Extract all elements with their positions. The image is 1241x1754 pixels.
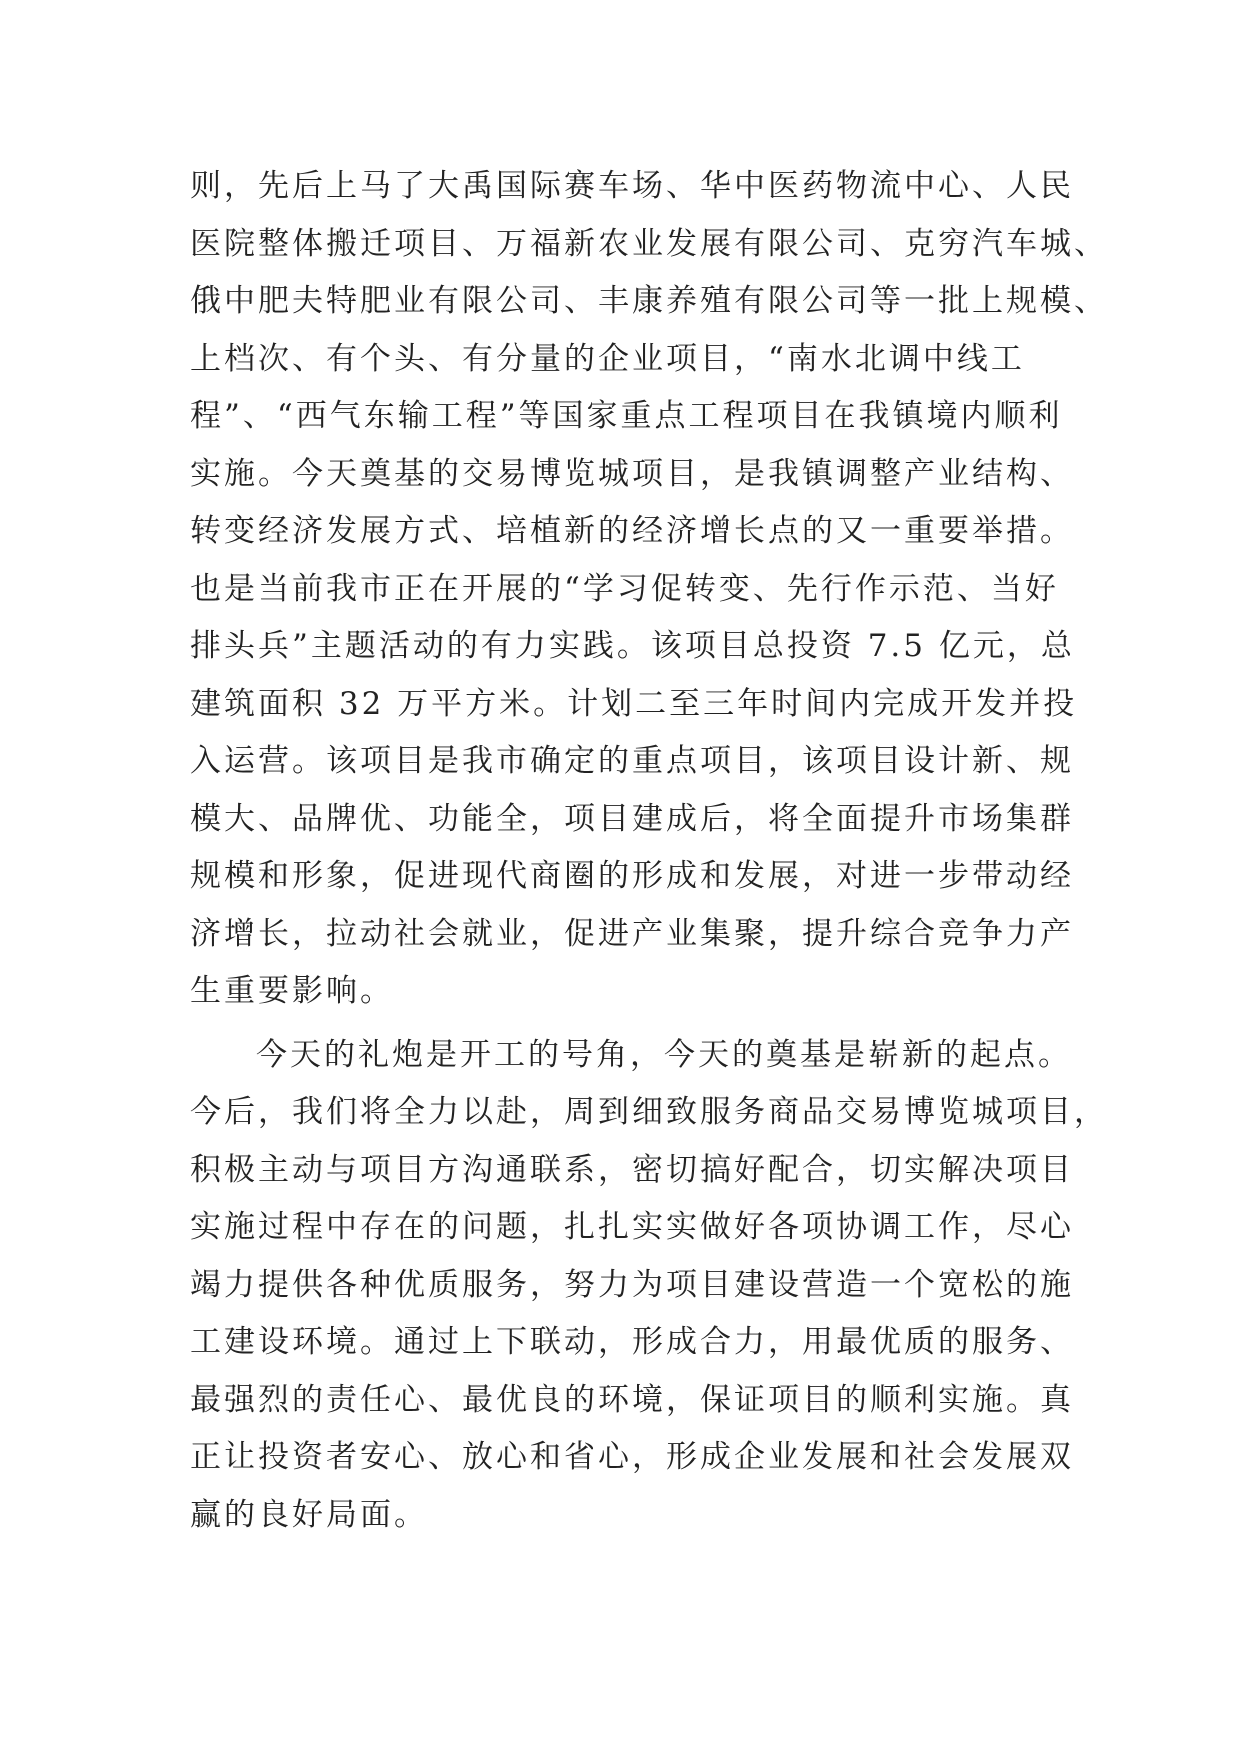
text-line: 医院整体搬迁项目、万福新农业发展有限公司、克穷汽车城、 [190,225,1108,262]
text-line: 实施。今天奠基的交易博览城项目，是我镇调整产业结构、 [190,455,1074,492]
text-line: 赢的良好局面。 [190,1496,428,1533]
text-line: 排头兵”主题活动的有力实践。该项目总投资 7.5 亿元，总 [190,628,1075,664]
text-line: 规模和形象，促进现代商圈的形成和发展，对进一步带动经 [190,858,1074,894]
text-line: 则，先后上马了大禹国际赛车场、华中医药物流中心、人民 [190,168,1074,204]
text-line: 工建设环境。通过上下联动，形成合力，用最优质的服务、 [190,1324,1074,1360]
text-line: 程”、“西气东输工程”等国家重点工程项目在我镇境内顺利 [190,398,1063,434]
text-line: 今后，我们将全力以赴，周到细致服务商品交易博览城项目， [190,1094,1108,1130]
text-line-indented: 今天的礼炮是开工的号角，今天的奠基是崭新的起点。 [256,1036,1072,1073]
text-line: 模大、品牌优、功能全，项目建成后，将全面提升市场集群 [190,800,1074,837]
paragraph-2 [190,1027,1108,1545]
text-line: 上档次、有个头、有分量的企业项目，“南水北调中线工 [190,340,1025,377]
text-line: 生重要影响。 [190,973,394,1009]
text-line: 济增长，拉动社会就业，促进产业集聚，提升综合竞争力产 [190,915,1074,952]
text-line: 入运营。该项目是我市确定的重点项目，该项目设计新、规 [190,743,1074,779]
text-line: 正让投资者安心、放心和省心，形成企业发展和社会发展双 [190,1439,1074,1475]
text-line: 积极主动与项目方沟通联系，密切搞好配合，切实解决项目 [190,1151,1074,1188]
text-line: 最强烈的责任心、最优良的环境，保证项目的顺利实施。真 [190,1381,1074,1418]
text-line: 俄中肥夫特肥业有限公司、丰康养殖有限公司等一批上规模、 [190,283,1108,319]
text-line: 建筑面积 32 万平方米。计划二至三年时间内完成开发并投 [190,685,1078,722]
text-line: 实施过程中存在的问题，扎扎实实做好各项协调工作，尽心 [190,1209,1074,1245]
text-line: 竭力提供各种优质服务，努力为项目建设营造一个宽松的施 [190,1266,1074,1303]
text-line: 转变经济发展方式、培植新的经济增长点的又一重要举措。 [190,513,1074,549]
document-body [190,158,1108,1544]
text-line: 也是当前我市正在开展的“学习促转变、先行作示范、当好 [190,570,1059,607]
paragraph-1 [190,158,1108,1021]
